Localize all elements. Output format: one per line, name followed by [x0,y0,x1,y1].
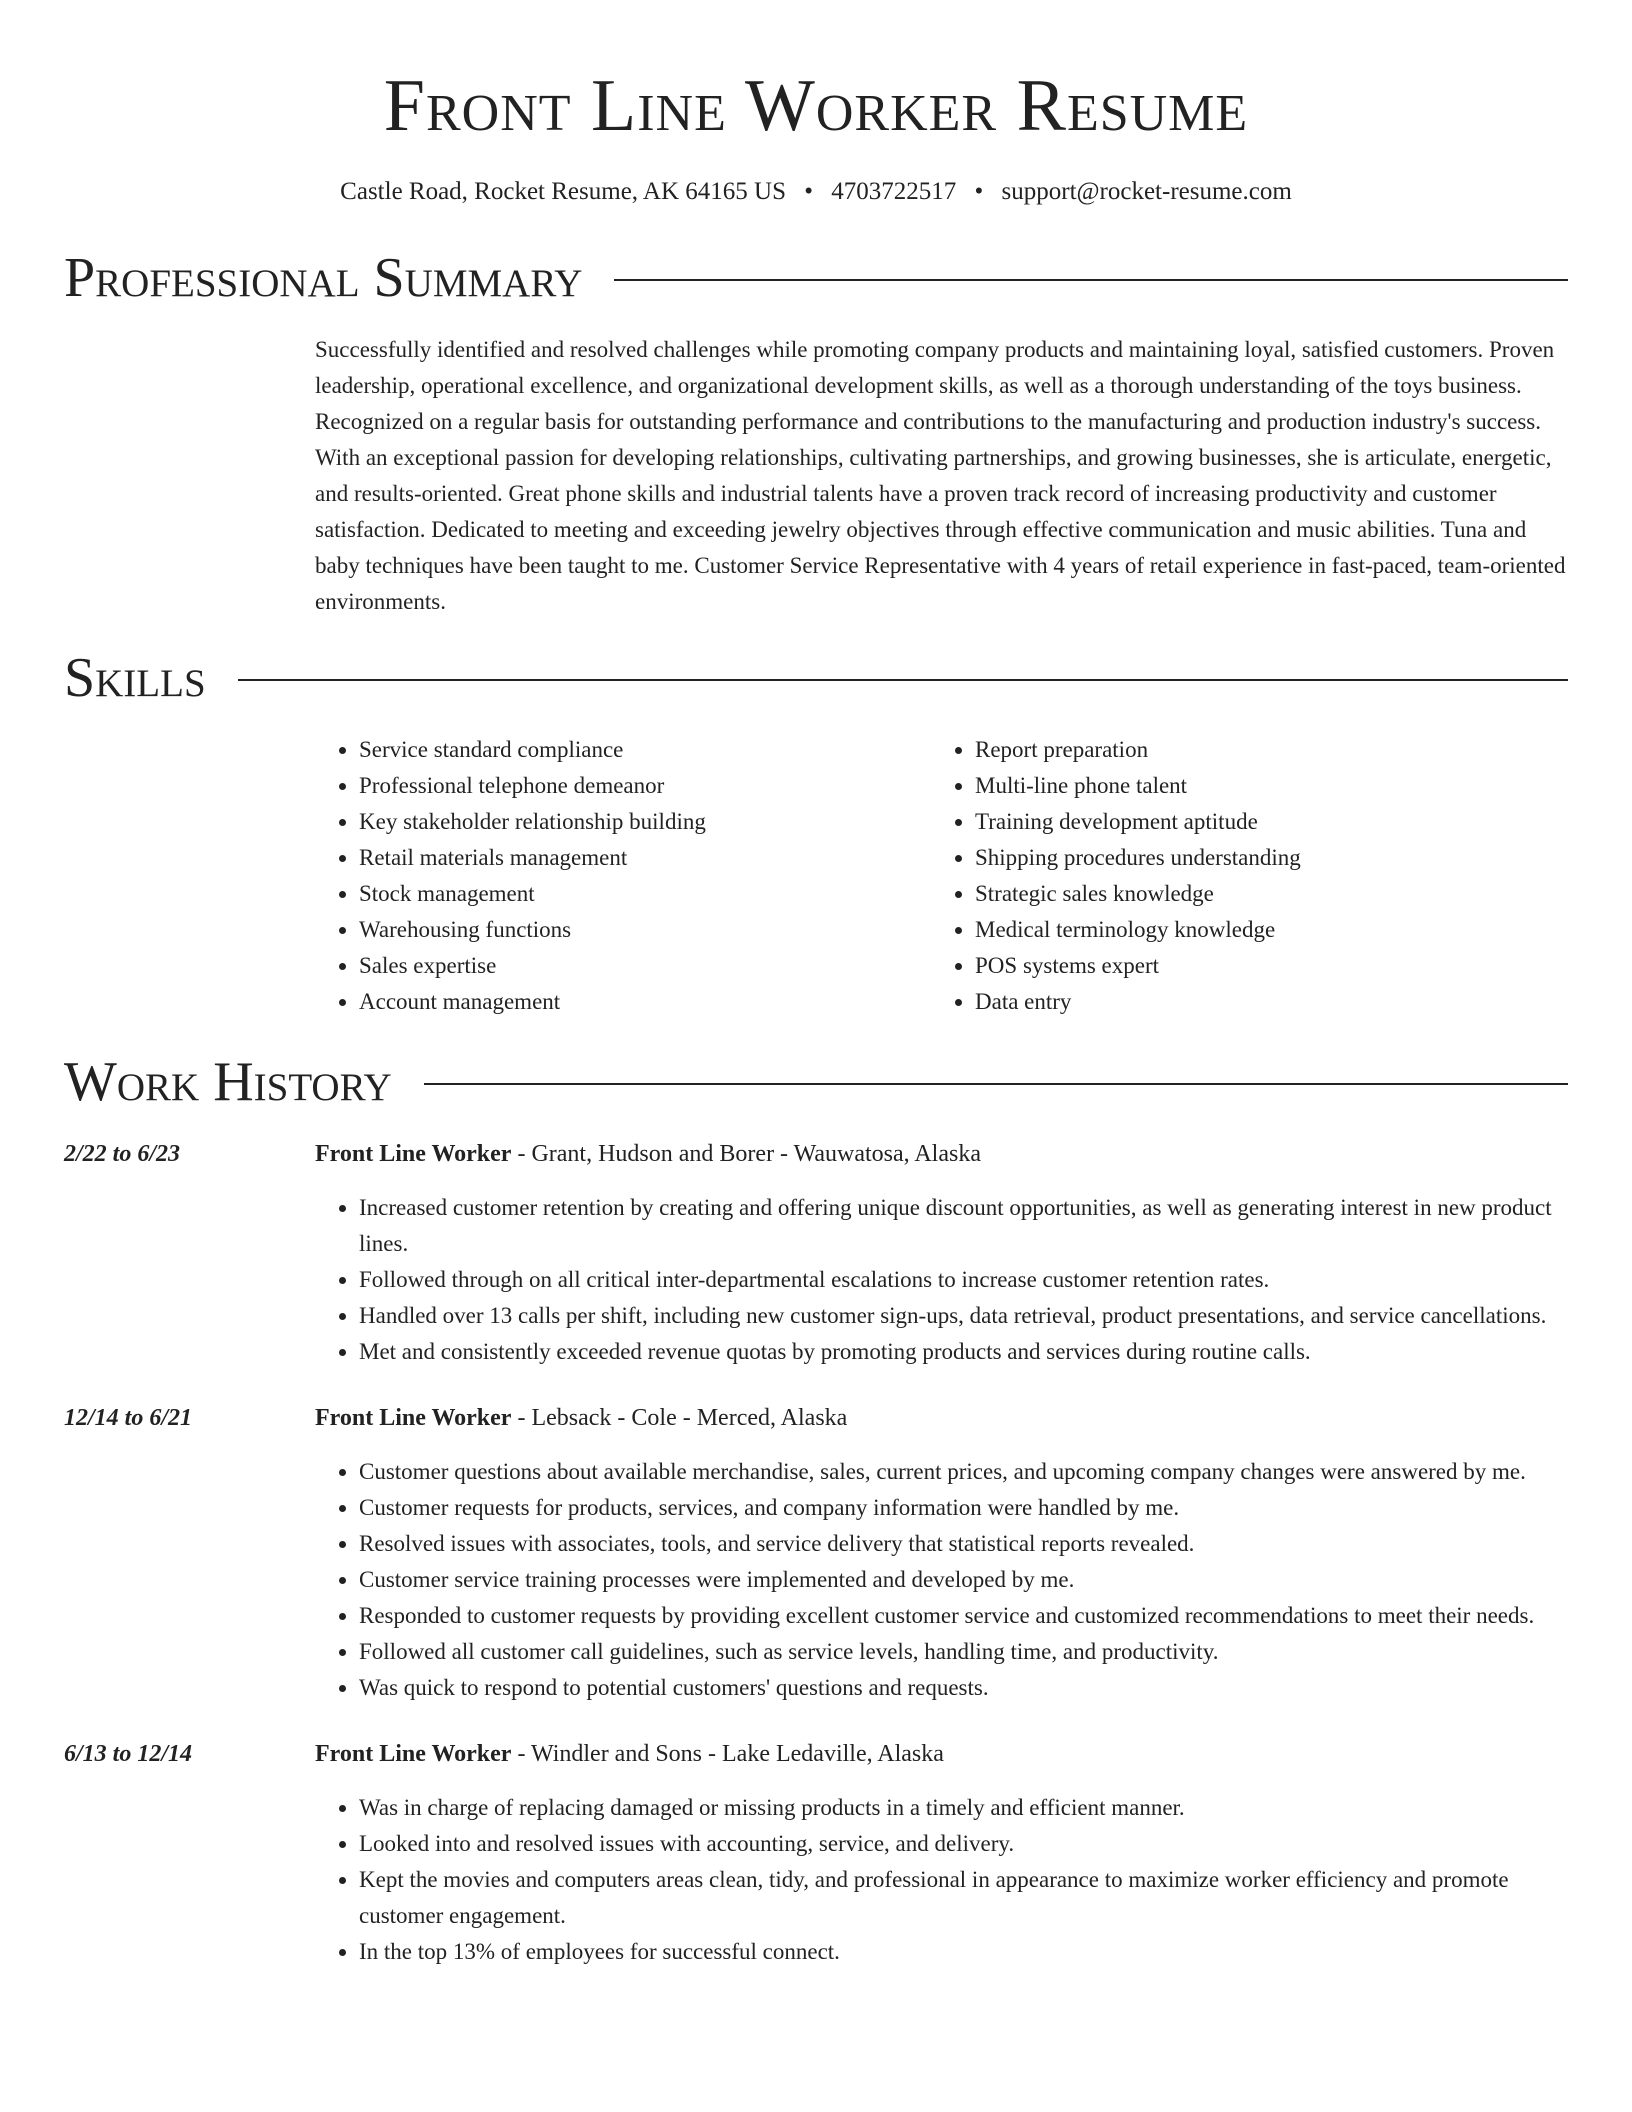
list-item: • In the top 13% of employees for successful connect. [359,1934,1568,1970]
list-item: • Increased customer retention by creating and offering unique discount opportunities, as well as generating interest in new product lines. [359,1190,1568,1262]
job-bullet-list [315,1190,1568,1370]
list-item: • Followed through on all critical inter-departmental escalations to increase customer retention rates. [359,1262,1568,1298]
section-divider [424,1083,1568,1085]
job-dates: 2/22 to 6/23 [64,1141,181,1167]
job-header [64,1400,1568,1436]
list-item: • Responded to customer requests by providing excellent customer service and customized recommendations to meet their needs. [359,1598,1568,1634]
list-item: • Stock management [359,876,931,912]
list-item: • Looked into and resolved issues with accounting, service, and delivery. [359,1826,1568,1862]
list-item: • Warehousing functions [359,912,931,948]
section-divider [238,679,1568,681]
list-item: • Customer requests for products, services, and company information were handled by me. [359,1490,1568,1526]
list-item: • Shipping procedures understanding [975,840,1547,876]
contact-line [64,176,1568,208]
list-item: • Met and consistently exceeded revenue quotas by promoting products and services during routine calls. [359,1334,1568,1370]
list-item: • Sales expertise [359,948,931,984]
skills-section-header [64,646,1568,710]
work-heading: Work History [64,1051,392,1113]
job-info [315,1136,981,1172]
job-entry [64,1400,1568,1706]
summary-heading: Professional Summary [64,247,583,309]
section-divider [614,279,1568,281]
job-bullet-list [315,1790,1568,1970]
list-item: • Strategic sales knowledge [975,876,1547,912]
job-header [64,1136,1568,1172]
list-item: • Customer questions about available merchandise, sales, current prices, and upcoming company changes were answered by me. [359,1454,1568,1490]
job-entry [64,1136,1568,1370]
list-item: • Was quick to respond to potential customers' questions and requests. [359,1670,1568,1706]
list-item: • Training development aptitude [975,804,1547,840]
work-history-list [64,1136,1568,1970]
list-item: • Service standard compliance [359,732,931,768]
work-section-header [64,1050,1568,1114]
list-item: • Medical terminology knowledge [975,912,1547,948]
job-dates: 12/14 to 6/21 [64,1405,193,1431]
contact-separator: • [804,178,813,205]
job-title: Front Line Worker [315,1141,512,1167]
list-item: • Retail materials management [359,840,931,876]
job-employer-location: - Lebsack - Cole - Merced, Alaska [511,1405,848,1431]
list-item: • POS systems expert [975,948,1547,984]
job-header [64,1736,1568,1772]
list-item: • Key stakeholder relationship building [359,804,931,840]
job-bullet-list [315,1454,1568,1706]
list-item: • Data entry [975,984,1547,1020]
job-info [315,1400,847,1436]
job-employer-location: - Grant, Hudson and Borer - Wauwatosa, Alaska [511,1141,981,1167]
list-item: • Customer service training processes were implemented and developed by me. [359,1562,1568,1598]
skills-column-right [931,732,1547,1020]
list-item: • Resolved issues with associates, tools, and service delivery that statistical reports revealed. [359,1526,1568,1562]
list-item: • Was in charge of replacing damaged or missing products in a timely and efficient manner. [359,1790,1568,1826]
skills-column-left [315,732,931,1020]
resume-title: Front Line Worker Resume [383,65,1249,147]
list-item: • Handled over 13 calls per shift, including new customer sign-ups, data retrieval, product presentations, and service cancellations. [359,1298,1568,1334]
resume-page [64,0,1568,1970]
job-dates: 6/13 to 12/14 [64,1741,193,1767]
list-item: • Multi-line phone talent [975,768,1547,804]
job-entry [64,1736,1568,1970]
job-employer-location: - Windler and Sons - Lake Ledaville, Alaska [511,1741,944,1767]
list-item: • Account management [359,984,931,1020]
job-title: Front Line Worker [315,1405,512,1431]
skills-heading: Skills [64,647,206,709]
list-item: • Professional telephone demeanor [359,768,931,804]
skills-list [315,732,1568,1020]
contact-email: support@rocket-resume.com [1001,178,1292,205]
contact-phone: 4703722517 [831,178,957,205]
list-item: • Followed all customer call guidelines, such as service levels, handling time, and productivity. [359,1634,1568,1670]
summary-text: Successfully identified and resolved challenges while promoting company products and maintaining loyal, satisfied customers. Proven leadership, operational excellence, and organizational development skills, as well as a thorough understanding of the toys business. Recognized on a regular basis for outstanding performance and contributions to the manufacturing and production industry's success. With an exceptional passion for developing relationships, cultivating partnerships, and growing businesses, she is articulate, energetic, and results-oriented. Great phone skills and industrial talents have a proven track record of increasing productivity and customer satisfaction. Dedicated to meeting and exceeding jewelry objectives through effective communication and music abilities. Tuna and baby techniques have been taught to me. Customer Service Representative with 4 years of retail experience in fast-paced, team-oriented environments. [315,337,1566,614]
list-item: • Kept the movies and computers areas clean, tidy, and professional in appearance to maximize worker efficiency and promote customer engagement. [359,1862,1568,1934]
list-item: • Report preparation [975,732,1547,768]
job-title: Front Line Worker [315,1741,512,1767]
summary-section-header [64,246,1568,310]
contact-address: Castle Road, Rocket Resume, AK 64165 US [340,178,786,205]
contact-separator: • [974,178,984,205]
job-info [315,1736,944,1772]
